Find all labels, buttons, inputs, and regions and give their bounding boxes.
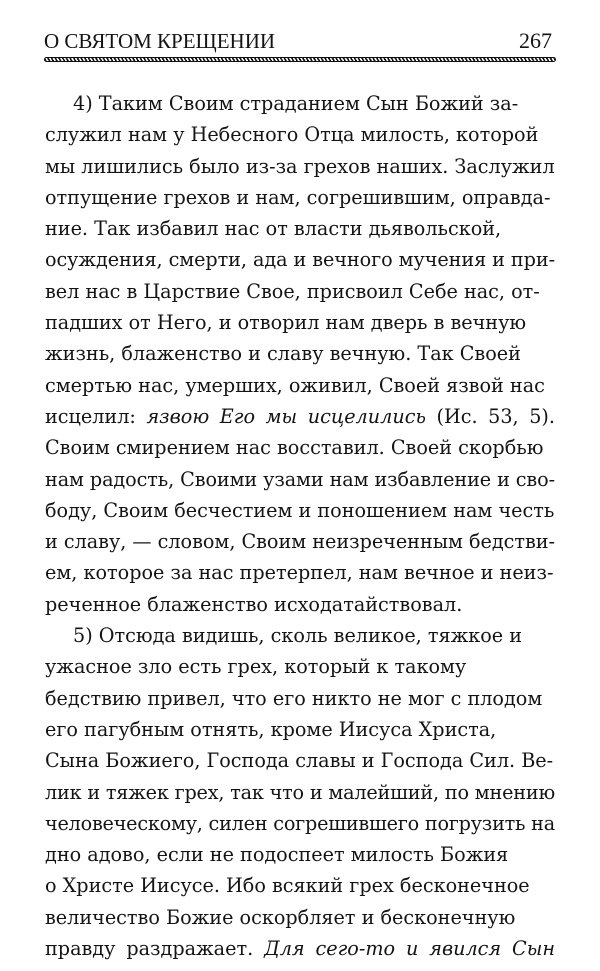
text-line: Своим смирением нас восставил. Своей скорбью	[45, 436, 544, 460]
text-line: отпущение грехов и нам, согрешившим, оправда-	[45, 185, 551, 209]
text-line: человеческому, силен согрешившего погрузить на	[45, 811, 555, 835]
paragraph-first-line: 4) Таким Своим страданием Сын Божий за-	[73, 92, 519, 115]
text-line: ем, которое за нас претерпел, нам вечное и неиз-	[45, 561, 554, 585]
text-line: бедствию привел, что его никто не мог с плодом	[45, 686, 543, 710]
text-line: нам радость, Своими узами нам избавление и сво-	[45, 467, 555, 491]
text-line: ние. Так избавил нас от власти дьявольской,	[45, 217, 502, 241]
rope-rule-divider	[44, 57, 556, 62]
text-line: величество Божие оскорбляет и бесконечную	[45, 905, 516, 929]
text-line: боду, Своим бесчестием и поношением нам честь	[45, 498, 555, 522]
text-line: его пагубным отнять, кроме Иисуса Христа,	[45, 717, 497, 741]
text-line: осуждения, смерти, ада и вечного мучения и при-	[45, 248, 555, 272]
italic-quote: язвою Его мы исцелились	[146, 404, 426, 428]
text-line: Сына Божиего, Господа славы и Господа Сил. Ве-	[45, 749, 554, 773]
italic-quote: Для сего-то и явился Сын	[264, 937, 555, 961]
running-header	[44, 14, 556, 54]
page-number: 267	[519, 28, 552, 53]
text-line: служил нам у Небесного Отца милость, которой	[45, 123, 539, 147]
text-line: жизнь, блаженство и славу вечную. Так Своей	[45, 342, 521, 366]
text-line: лик и тяжек грех, так что и малейший, по мнению	[45, 780, 555, 804]
text-line: дно адово, если не подоспеет милость Божия	[45, 843, 509, 867]
text-run: исцелил:	[45, 404, 147, 428]
running-title: О СВЯТОМ КРЕЩЕНИИ	[44, 29, 276, 53]
body-text	[45, 88, 555, 964]
text-line: реченное блаженство исходатайствовал.	[45, 592, 463, 616]
text-line: ужасное зло есть грех, который к такому	[45, 655, 467, 679]
text-line: смертью нас, умерших, оживил, Своей язвой нас	[45, 373, 545, 397]
text-run: правду раздражает.	[45, 937, 265, 961]
text-line: вел нас в Царствие Свое, присвоил Себе нас, от-	[45, 279, 540, 303]
paragraph-first-line: 5) Отсюда видишь, сколь великое, тяжкое и	[73, 624, 523, 648]
text-line: мы лишились было из-за грехов наших. Заслужил	[45, 154, 555, 178]
text-line	[45, 401, 555, 432]
text-line	[45, 933, 555, 964]
text-line: падших от Него, и отворил нам дверь в вечную	[45, 311, 527, 335]
text-line: и славу, — словом, Своим неизреченным бедстви-	[45, 530, 555, 554]
text-line: о Христе Иисусе. Ибо всякий грех бесконечное	[45, 874, 530, 898]
text-run: (Ис. 53, 5).	[425, 404, 555, 428]
